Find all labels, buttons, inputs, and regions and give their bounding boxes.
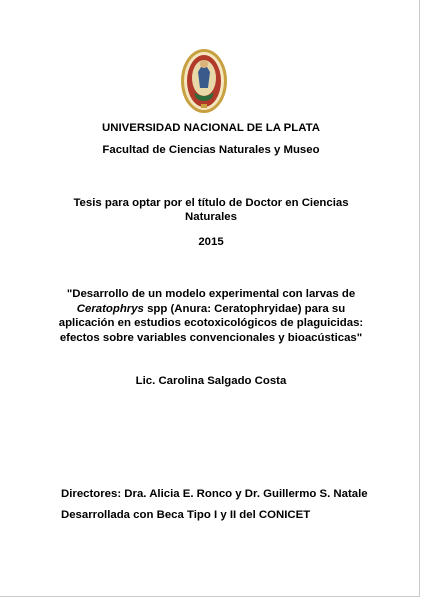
thesis-title <box>40 287 382 345</box>
degree-line-2: Naturales <box>185 211 237 223</box>
degree-line-1: Tesis para optar por el título de Doctor en Ciencias <box>73 197 349 209</box>
directors: Directores: Dra. Alicia E. Ronco y Dr. Guillermo S. Natale <box>61 488 368 500</box>
thesis-year: 2015 <box>198 236 224 248</box>
thesis-title-line-4: efectos sobre variables convencionales y bioacústicas" <box>59 331 363 344</box>
university-seal-icon <box>180 48 228 114</box>
university-name: UNIVERSIDAD NACIONAL DE LA PLATA <box>102 122 320 134</box>
faculty-name: Facultad de Ciencias Naturales y Museo <box>102 144 320 156</box>
thesis-title-genus: Ceratophrys <box>76 302 144 315</box>
thesis-title-line-2-rest: spp (Anura: Ceratophryidae) para su <box>143 302 346 315</box>
author-name: Lic. Carolina Salgado Costa <box>135 375 287 387</box>
thesis-title-line-1: "Desarrollo de un modelo experimental con larvas de <box>66 288 356 300</box>
thesis-title-line-3: aplicación en estudios ecotoxicológicos de plaguicidas: <box>58 317 364 329</box>
thesis-title-line-2 <box>40 302 382 317</box>
funding: Desarrollada con Beca Tipo I y II del CONICET <box>61 509 311 521</box>
